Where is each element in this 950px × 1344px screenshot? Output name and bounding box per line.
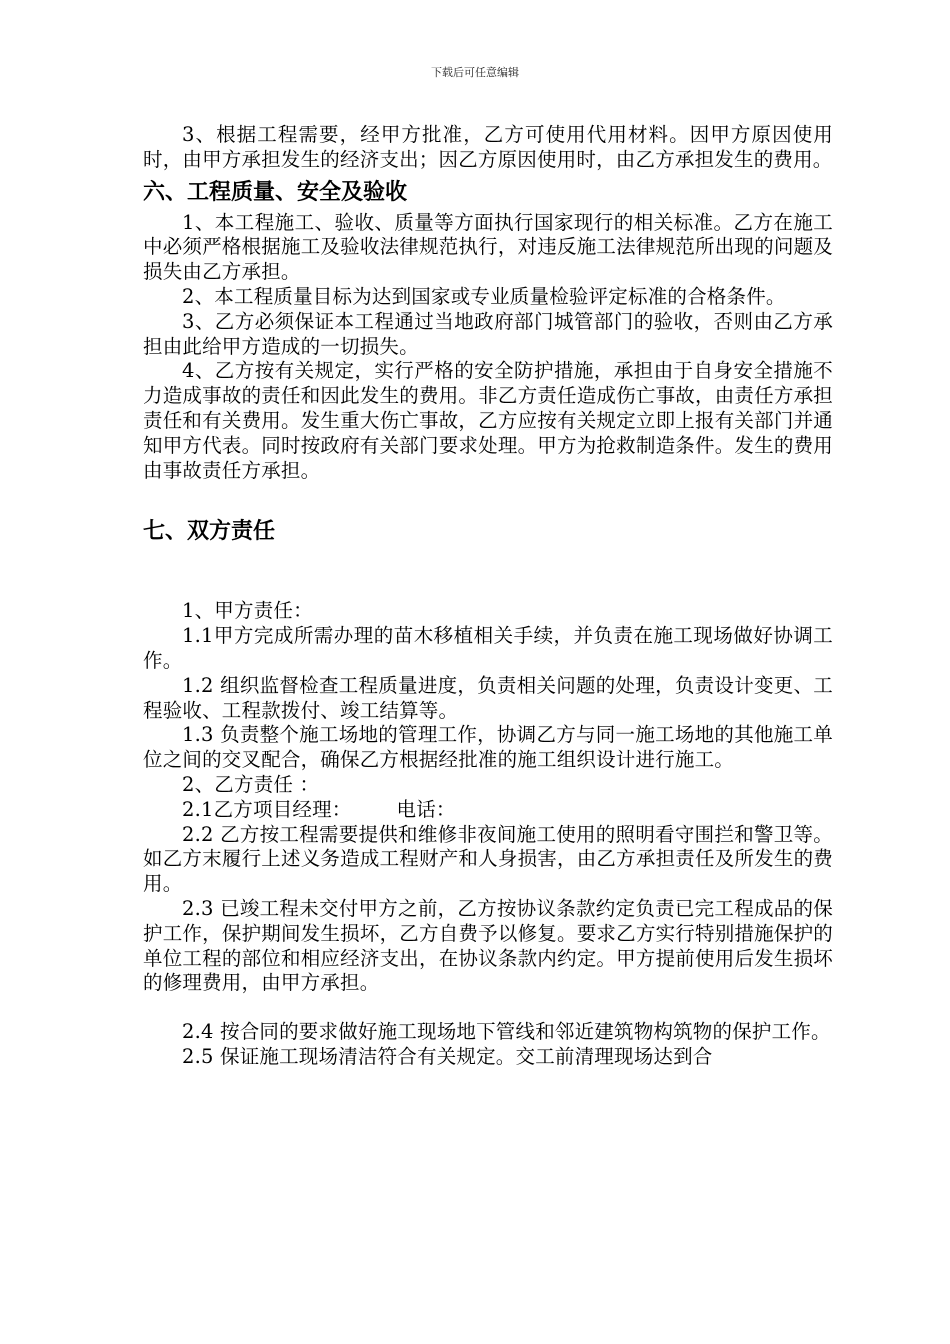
party-a-clause-1-3: 1.3 负责整个施工场地的管理工作，协调乙方与同一施工场地的其他施工单位之间的交叉配合，确保乙方根据经批准的施工组织设计进行施工。: [143, 723, 833, 772]
section-7-heading: 七、双方责任: [143, 519, 276, 545]
phone-label: 电话：: [396, 797, 456, 821]
party-b-clause-2-1: [143, 798, 833, 823]
party-a-responsibility-title: 1、甲方责任：: [182, 599, 313, 623]
party-a-clause-1-1: 1.1甲方完成所需办理的苗木移植相关手续，并负责在施工现场做好协调工作。: [143, 624, 833, 672]
party-b-responsibility-title: 2、乙方责任 ：: [182, 772, 320, 796]
party-b-clause-2-3: 2.3 已竣工程未交付甲方之前，乙方按协议条款约定负责已完工程成品的保护工作，保护期间发生损坏，乙方自费予以修复。要求乙方实行特别措施保护的单位工程的部位和相应经济支出，在协议条款内约定。甲方提前使用后发生损坏的修理费用，由甲方承担。: [143, 896, 833, 995]
material-substitution-paragraph: 3、根据工程需要，经甲方批准，乙方可使用代用材料。因甲方原因使用时，由甲方承担发生的经济支出；因乙方原因使用时，由乙方承担发生的费用。: [143, 123, 833, 171]
party-b-clause-2-5: 2.5 保证施工现场清洁符合有关规定。交工前清理现场达到合: [182, 1044, 713, 1068]
document-body: [143, 123, 833, 1070]
quality-standards-paragraph: 1、本工程施工、验收、质量等方面执行国家现行的相关标准。乙方在施工中必须严格根据施工及验收法律规范执行，对违反施工法律规范所出现的问题及损失由乙方承担。: [143, 210, 833, 284]
page-header: 下载后可任意编辑: [431, 66, 519, 79]
party-b-clause-2-2: 2.2 乙方按工程需要提供和维修非夜间施工使用的照明看守围拦和警卫等。如乙方末履行上述义务造成工程财产和人身损害，由乙方承担责任及所发生的费用。: [143, 822, 833, 896]
safety-measures-paragraph: 4、乙方按有关规定，实行严格的安全防护措施，承担由于自身安全措施不力造成事故的责任和因此发生的费用。非乙方责任造成伤亡事故，由责任方承担责任和有关费用。发生重大伤亡事故，乙方应按有关规定立即上报有关部门并通知甲方代表。同时按政府有关部门要求处理。甲方为抢救制造条件。发生的费用由事故责任方承担。: [143, 359, 833, 482]
section-6-heading: 六、工程质量、安全及验收: [143, 179, 408, 205]
government-acceptance-paragraph: 3、乙方必须保证本工程通过当地政府部门城管部门的验收，否则由乙方承担由此给甲方造成的一切损失。: [143, 309, 833, 358]
quality-target-paragraph: 2、本工程质量目标为达到国家或专业质量检验评定标准的合格条件。: [182, 284, 786, 308]
party-a-clause-1-2: 1.2 组织监督检查工程质量进度，负责相关问题的处理，负责设计变更、工程验收、工程款拨付、竣工结算等。: [143, 673, 833, 722]
party-b-clause-2-4: 2.4 按合同的要求做好施工现场地下管线和邻近建筑物构筑物的保护工作。: [182, 1020, 831, 1044]
project-manager-label: 2.1乙方项目经理：: [182, 797, 352, 821]
